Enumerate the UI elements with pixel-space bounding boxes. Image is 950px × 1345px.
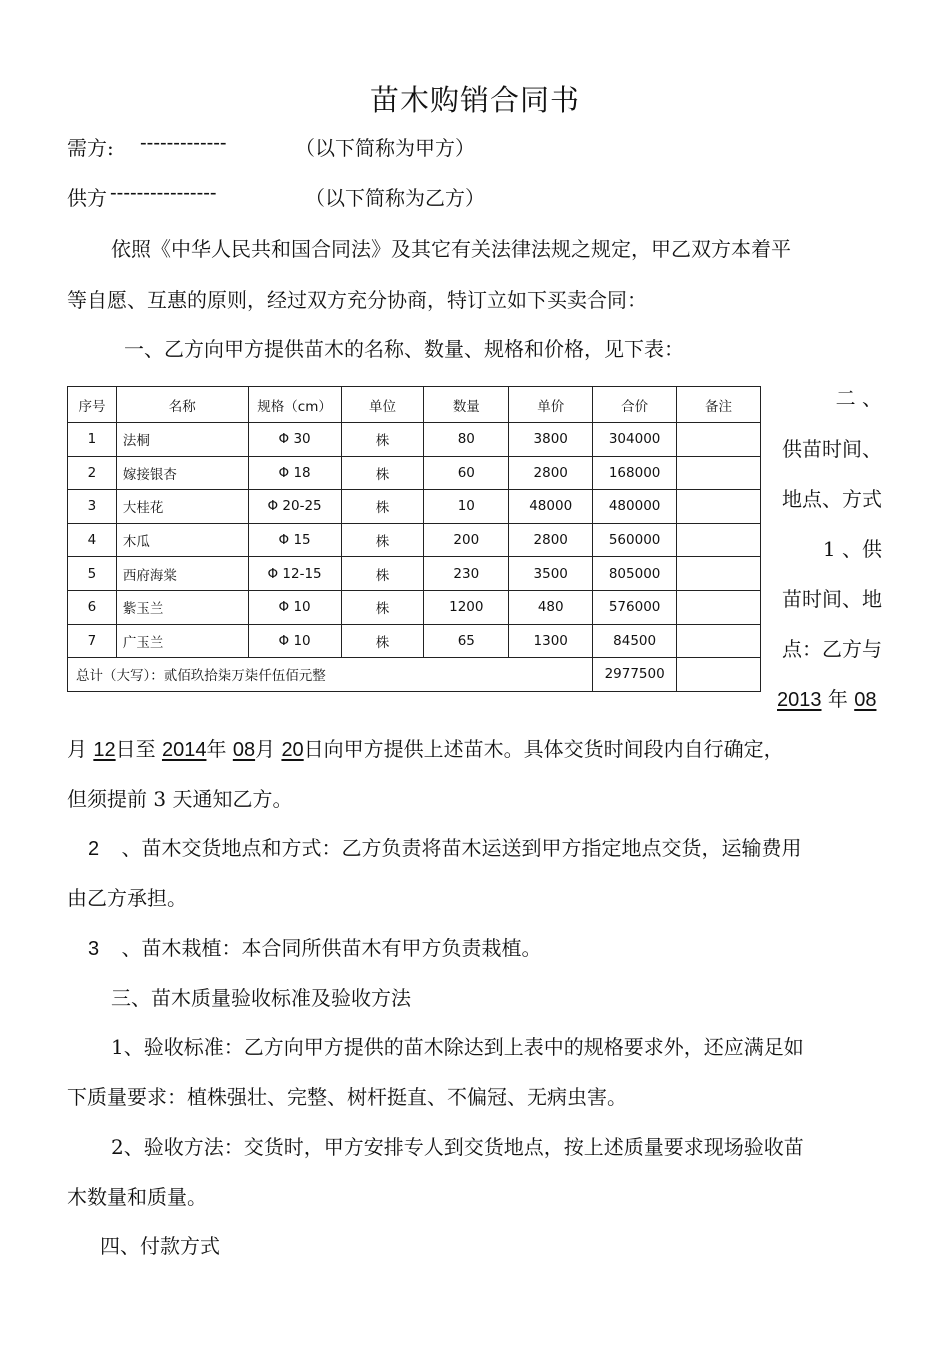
- cell-name: 法桐: [116, 423, 248, 457]
- header-cell: 序号: [68, 387, 117, 423]
- cell-note: [677, 523, 761, 557]
- item2-text: 、苗木交货地点和方式：乙方负责将苗木运送到甲方指定地点交货，运输费用: [121, 836, 802, 860]
- cell-qty: 10: [424, 490, 509, 524]
- cell-name: 木瓜: [116, 523, 248, 557]
- cell-unit: 株: [341, 624, 424, 658]
- seedling-table: [67, 386, 761, 692]
- table-row: [68, 523, 761, 557]
- accept2-line1: 2、验收方法：交货时，甲方安排专人到交货地点，按上述质量要求现场验收苗: [111, 1135, 804, 1159]
- cell-total: 576000: [593, 590, 677, 624]
- cell-total: 480000: [593, 490, 677, 524]
- cell-note: [677, 456, 761, 490]
- buyer-blank: -------------: [140, 132, 227, 154]
- cell-note: [677, 557, 761, 591]
- cell-total: 560000: [593, 523, 677, 557]
- item3-text: 、苗木栽植：本合同所供苗木有甲方负责栽植。: [121, 936, 542, 960]
- cell-note: [677, 490, 761, 524]
- item2-line1: [88, 832, 801, 861]
- nian2: 年: [206, 737, 227, 761]
- cell-qty: 1200: [424, 590, 509, 624]
- section4-heading: 四、付款方式: [100, 1234, 220, 1258]
- cell-qty: 200: [424, 523, 509, 557]
- cell-no: 3: [68, 490, 117, 524]
- cell-price: 3500: [509, 557, 593, 591]
- header-cell: 数量: [424, 387, 509, 423]
- table-row: [68, 490, 761, 524]
- date-rest: 日向甲方提供上述苗木。具体交货时间段内自行确定，: [303, 737, 784, 761]
- table-row: [68, 456, 761, 490]
- intro-line1: 依照《中华人民共和国合同法》及其它有关法律法规之规定，甲乙双方本着平: [111, 237, 791, 261]
- cell-qty: 80: [424, 423, 509, 457]
- header-cell: 单价: [509, 387, 593, 423]
- year1: 2013: [777, 689, 822, 711]
- header-cell: 备注: [677, 387, 761, 423]
- cell-spec: Φ 18: [248, 456, 341, 490]
- table-total-row: [68, 658, 761, 692]
- cell-unit: 株: [341, 523, 424, 557]
- item3-no: 3: [88, 938, 100, 960]
- document-title: 苗木购销合同书: [369, 83, 580, 117]
- month2: 08: [232, 739, 256, 761]
- cell-no: 5: [68, 557, 117, 591]
- total-value: 2977500: [593, 658, 677, 692]
- header-cell: 规格（cm）: [248, 387, 341, 423]
- cell-spec: Φ 10: [248, 624, 341, 658]
- cell-price: 1300: [509, 624, 593, 658]
- total-note: [677, 658, 761, 692]
- cell-name: 大桂花: [116, 490, 248, 524]
- cell-name: 广玉兰: [116, 624, 248, 658]
- cell-total: 168000: [593, 456, 677, 490]
- seller-label: 供方: [67, 186, 107, 210]
- section3-heading: 三、苗木质量验收标准及验收方法: [111, 986, 411, 1010]
- total-label: 总计（大写）：贰佰玖拾柒万柒仟伍佰元整: [68, 658, 593, 692]
- table-row: [68, 624, 761, 658]
- section1-heading: 一、乙方向甲方提供苗木的名称、数量、规格和价格，见下表：: [124, 337, 684, 361]
- cell-spec: Φ 15: [248, 523, 341, 557]
- cell-price: 48000: [509, 490, 593, 524]
- item2-line2: 由乙方承担。: [67, 886, 187, 910]
- cell-no: 7: [68, 624, 117, 658]
- day1: 12: [93, 739, 116, 761]
- table-header-row: [68, 387, 761, 423]
- notice-line: 但须提前 3 天通知乙方。: [67, 787, 293, 811]
- yue2: 月: [255, 737, 276, 761]
- cell-unit: 株: [341, 490, 424, 524]
- side-date: [777, 683, 876, 712]
- cell-spec: Φ 12-15: [248, 557, 341, 591]
- cell-name: 嫁接银杏: [116, 456, 248, 490]
- cell-qty: 230: [424, 557, 509, 591]
- accept1-line2: 下质量要求：植株强壮、完整、树杆挺直、不偏冠、无病虫害。: [67, 1085, 627, 1109]
- yue1: 月: [67, 737, 87, 761]
- cell-unit: 株: [341, 423, 424, 457]
- item2-no: 2: [88, 838, 100, 860]
- cell-name: 西府海棠: [116, 557, 248, 591]
- cell-spec: Φ 10: [248, 590, 341, 624]
- side-l3: 地点、方式: [782, 487, 882, 511]
- cell-qty: 60: [424, 456, 509, 490]
- ri-zhi: 日至: [115, 737, 156, 761]
- accept1-line1: 1、验收标准：乙方向甲方提供的苗木除达到上表中的规格要求外，还应满足如: [111, 1035, 804, 1059]
- cell-price: 2800: [509, 456, 593, 490]
- seller-blank: ----------------: [110, 182, 217, 204]
- nian1: 年: [827, 687, 848, 711]
- side-l4: 1 、供: [822, 537, 882, 561]
- buyer-label: 需方:: [67, 136, 114, 160]
- table-row: [68, 423, 761, 457]
- side-l1: 二 、: [835, 386, 882, 410]
- date-line: [67, 733, 784, 762]
- cell-total: 304000: [593, 423, 677, 457]
- cell-no: 6: [68, 590, 117, 624]
- table-row: [68, 590, 761, 624]
- side-l5: 苗时间、地: [782, 587, 882, 611]
- cell-note: [677, 624, 761, 658]
- header-cell: 合价: [593, 387, 677, 423]
- day2: 20: [281, 739, 304, 761]
- item3-line: [88, 932, 541, 961]
- cell-spec: Φ 30: [248, 423, 341, 457]
- side-l2: 供苗时间、: [782, 437, 882, 461]
- cell-price: 480: [509, 590, 593, 624]
- cell-total: 84500: [593, 624, 677, 658]
- cell-total: 805000: [593, 557, 677, 591]
- cell-qty: 65: [424, 624, 509, 658]
- cell-no: 2: [68, 456, 117, 490]
- year2: 2014: [161, 739, 207, 761]
- cell-name: 紫玉兰: [116, 590, 248, 624]
- cell-note: [677, 590, 761, 624]
- intro-line2: 等自愿、互惠的原则，经过双方充分协商，特订立如下买卖合同：: [67, 288, 647, 312]
- month1: 08: [854, 689, 877, 711]
- seller-alias: （以下简称为乙方）: [305, 186, 485, 210]
- cell-note: [677, 423, 761, 457]
- cell-unit: 株: [341, 590, 424, 624]
- cell-unit: 株: [341, 557, 424, 591]
- cell-no: 4: [68, 523, 117, 557]
- side-l6: 点：乙方与: [782, 637, 882, 661]
- cell-spec: Φ 20-25: [248, 490, 341, 524]
- cell-price: 2800: [509, 523, 593, 557]
- buyer-alias: （以下简称为甲方）: [295, 136, 475, 160]
- cell-price: 3800: [509, 423, 593, 457]
- cell-unit: 株: [341, 456, 424, 490]
- header-cell: 名称: [116, 387, 248, 423]
- header-cell: 单位: [341, 387, 424, 423]
- cell-no: 1: [68, 423, 117, 457]
- accept2-line2: 木数量和质量。: [67, 1185, 207, 1209]
- table-row: [68, 557, 761, 591]
